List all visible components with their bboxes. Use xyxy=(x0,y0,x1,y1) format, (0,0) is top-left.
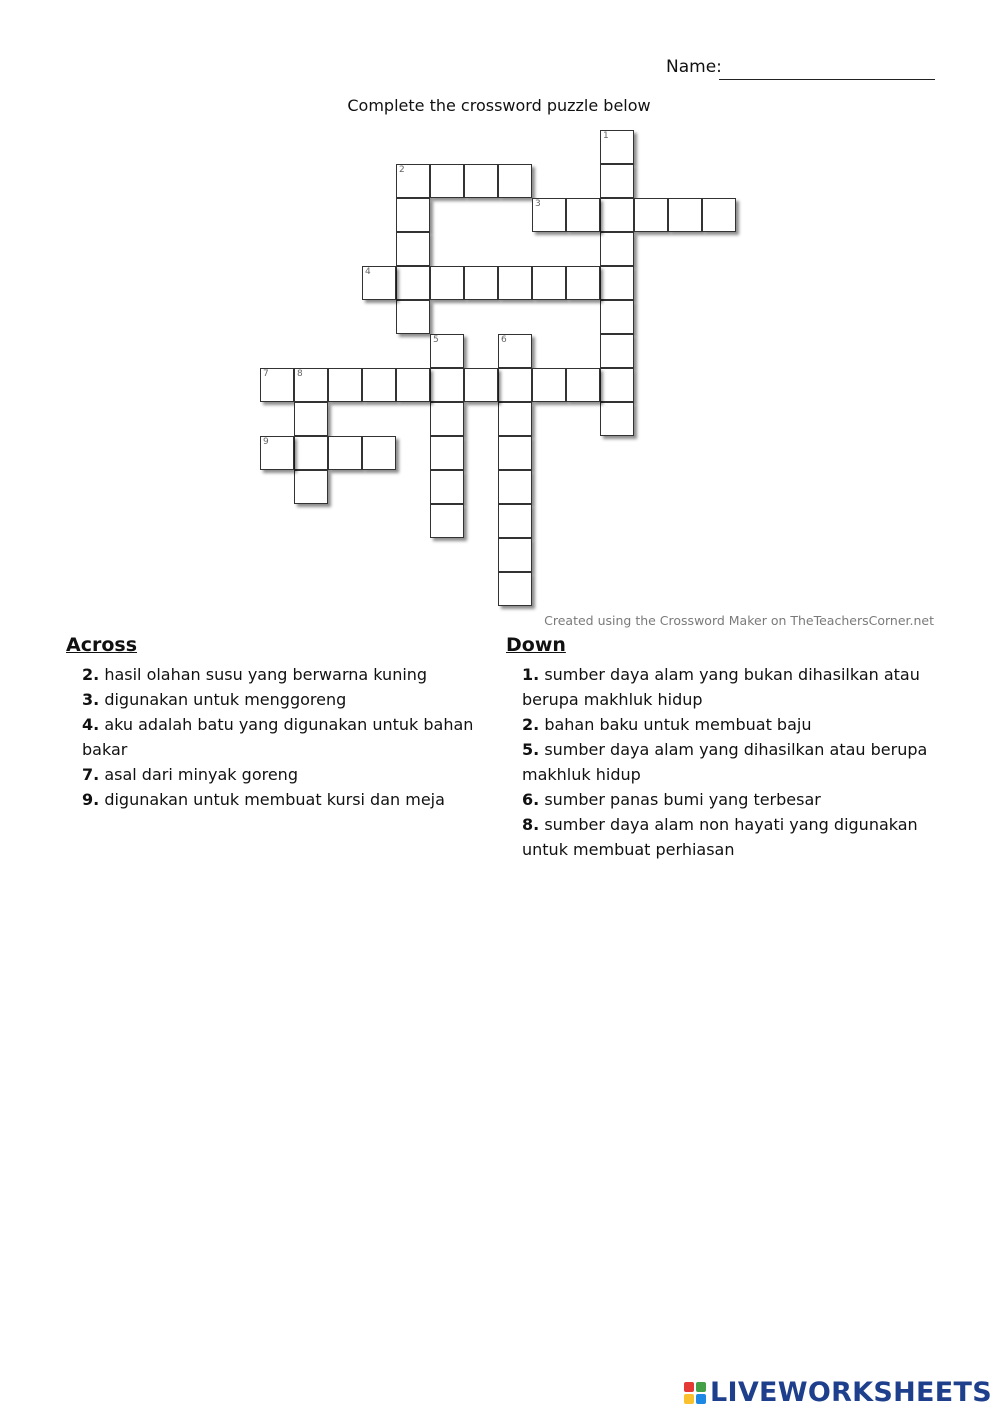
crossword-cell[interactable] xyxy=(498,470,532,504)
cell-number: 7 xyxy=(263,369,269,379)
down-clues xyxy=(506,634,936,862)
crossword-cell[interactable] xyxy=(294,436,328,470)
crossword-cell[interactable] xyxy=(362,436,396,470)
crossword-cell[interactable] xyxy=(430,436,464,470)
crossword-cell[interactable] xyxy=(464,368,498,402)
clue-item: 9. digunakan untuk membuat kursi dan meja xyxy=(82,790,445,809)
crossword-cell[interactable] xyxy=(532,266,566,300)
crossword-cell[interactable] xyxy=(294,470,328,504)
puzzle-title: Complete the crossword puzzle below xyxy=(347,96,651,115)
cell-number: 6 xyxy=(501,335,507,345)
clue-item: 3. digunakan untuk menggoreng xyxy=(82,690,347,709)
crossword-cell[interactable] xyxy=(600,402,634,436)
crossword-cell[interactable] xyxy=(430,402,464,436)
crossword-cell[interactable] xyxy=(294,402,328,436)
crossword-cell[interactable] xyxy=(600,130,634,164)
crossword-cell[interactable] xyxy=(498,266,532,300)
crossword-cell[interactable] xyxy=(532,368,566,402)
crossword-cell[interactable] xyxy=(430,470,464,504)
clue-item: 2. hasil olahan susu yang berwarna kuning xyxy=(82,665,428,684)
crossword-cell[interactable] xyxy=(430,334,464,368)
crossword-cell[interactable] xyxy=(396,198,430,232)
crossword-cell[interactable] xyxy=(260,368,294,402)
crossword-cell[interactable] xyxy=(600,300,634,334)
logo-square xyxy=(684,1382,694,1392)
name-input-line[interactable] xyxy=(719,79,935,80)
crossword-cell[interactable] xyxy=(498,164,532,198)
cell-number: 3 xyxy=(535,199,541,209)
crossword-cell[interactable] xyxy=(328,436,362,470)
crossword-cell[interactable] xyxy=(430,266,464,300)
credit-text: Created using the Crossword Maker on TheTeachersCorner.net xyxy=(544,613,934,628)
logo-square xyxy=(696,1394,706,1404)
crossword-cell[interactable] xyxy=(498,504,532,538)
crossword-cell[interactable] xyxy=(566,266,600,300)
clue-item: 1. sumber daya alam yang bukan dihasilkan atau berupa makhluk hidup xyxy=(522,665,920,709)
crossword-cell[interactable] xyxy=(498,402,532,436)
crossword-cell[interactable] xyxy=(498,572,532,606)
crossword-cell[interactable] xyxy=(396,266,430,300)
crossword-cell[interactable] xyxy=(600,164,634,198)
crossword-cell[interactable] xyxy=(566,198,600,232)
crossword-cell[interactable] xyxy=(396,368,430,402)
crossword-cell[interactable] xyxy=(430,504,464,538)
crossword-cell[interactable] xyxy=(498,538,532,572)
clue-item: 4. aku adalah batu yang digunakan untuk bahan bakar xyxy=(82,715,474,759)
cell-number: 4 xyxy=(365,267,371,277)
clue-item: 6. sumber panas bumi yang terbesar xyxy=(522,790,821,809)
across-clues xyxy=(66,634,476,812)
crossword-cell[interactable] xyxy=(498,368,532,402)
logo-square xyxy=(684,1394,694,1404)
crossword-cell[interactable] xyxy=(294,368,328,402)
crossword-cell[interactable] xyxy=(362,368,396,402)
crossword-cell[interactable] xyxy=(430,164,464,198)
liveworksheets-logo-icon xyxy=(684,1382,706,1404)
crossword-cell[interactable] xyxy=(328,368,362,402)
crossword-cell[interactable] xyxy=(702,198,736,232)
crossword-cell[interactable] xyxy=(498,436,532,470)
cell-number: 2 xyxy=(399,165,405,175)
crossword-cell[interactable] xyxy=(600,232,634,266)
clue-item: 5. sumber daya alam yang dihasilkan atau berupa makhluk hidup xyxy=(522,740,928,784)
crossword-cell[interactable] xyxy=(396,300,430,334)
clue-item: 2. bahan baku untuk membuat baju xyxy=(522,715,812,734)
crossword-cell[interactable] xyxy=(600,368,634,402)
name-label: Name: xyxy=(666,57,722,77)
crossword-cell[interactable] xyxy=(600,266,634,300)
across-heading: Across xyxy=(66,634,138,656)
cell-number: 8 xyxy=(297,369,303,379)
crossword-cell[interactable] xyxy=(260,436,294,470)
crossword-cell[interactable] xyxy=(532,198,566,232)
crossword-cell[interactable] xyxy=(464,266,498,300)
crossword-cell[interactable] xyxy=(668,198,702,232)
brand-text: LIVEWORKSHEETS xyxy=(709,1377,992,1408)
crossword-cell[interactable] xyxy=(600,198,634,232)
crossword-cell[interactable] xyxy=(634,198,668,232)
clue-item: 7. asal dari minyak goreng xyxy=(82,765,298,784)
crossword-cell[interactable] xyxy=(430,368,464,402)
crossword-cell[interactable] xyxy=(566,368,600,402)
crossword-cell[interactable] xyxy=(498,334,532,368)
logo-square xyxy=(696,1382,706,1392)
cell-number: 5 xyxy=(433,335,439,345)
crossword-cell[interactable] xyxy=(362,266,396,300)
crossword-cell[interactable] xyxy=(600,334,634,368)
crossword-cell[interactable] xyxy=(396,232,430,266)
cell-number: 9 xyxy=(263,437,269,447)
clue-item: 8. sumber daya alam non hayati yang digunakan untuk membuat perhiasan xyxy=(522,815,918,859)
down-heading: Down xyxy=(506,634,566,656)
crossword-cell[interactable] xyxy=(396,164,430,198)
cell-number: 1 xyxy=(603,131,609,141)
liveworksheets-brand xyxy=(684,1377,992,1408)
crossword-cell[interactable] xyxy=(464,164,498,198)
